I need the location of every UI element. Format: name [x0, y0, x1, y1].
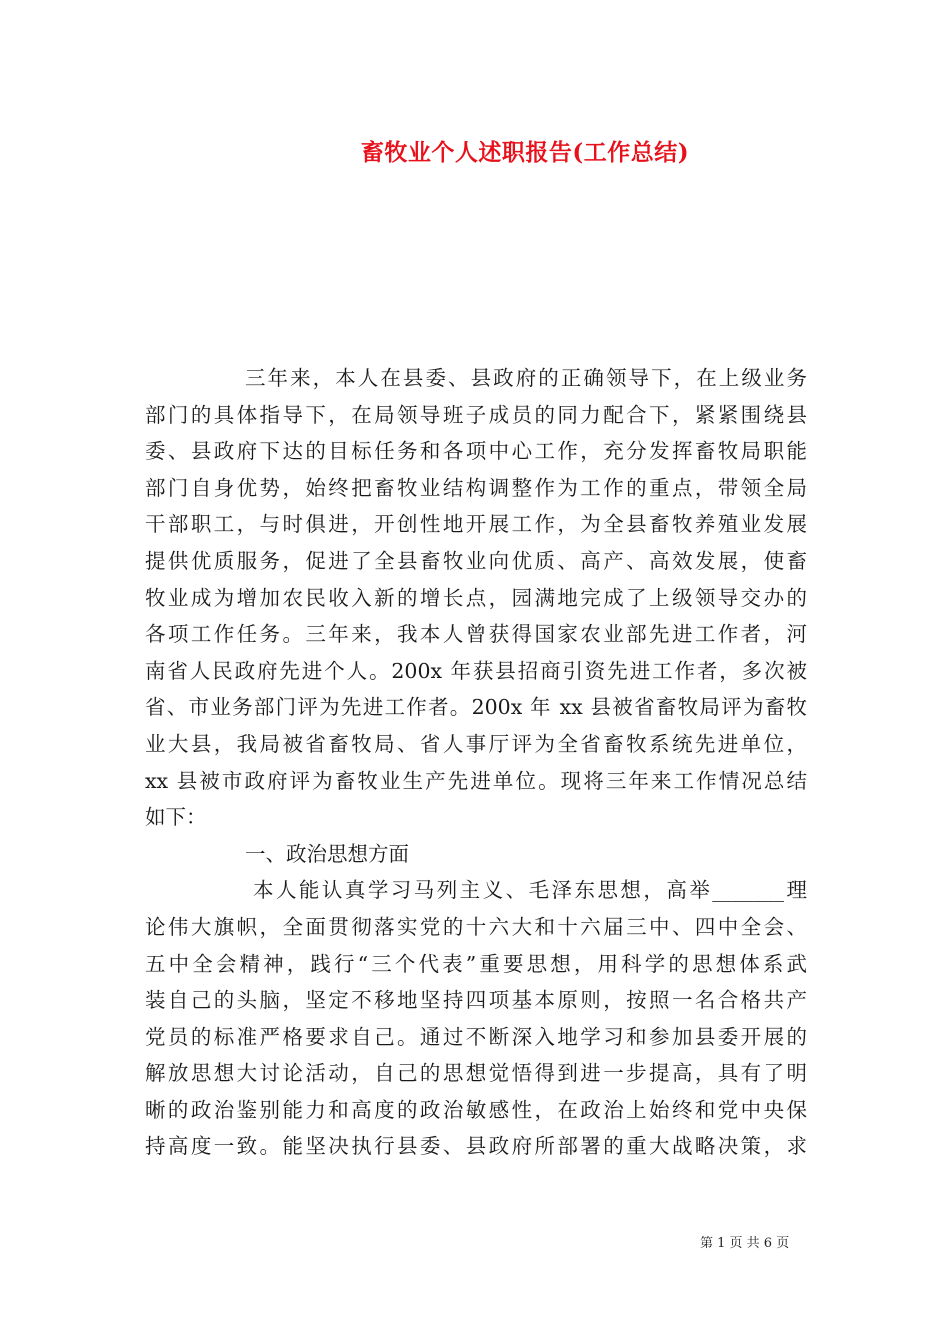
paragraph-line: 论伟大旗帜，全面贯彻落实党的十六大和十六届三中、四中全会、	[145, 914, 807, 939]
section-heading: 一、政治思想方面	[245, 841, 409, 866]
paragraph-line: 党员的标准严格要求自己。通过不断深入地学习和参加县委开展的	[145, 1024, 807, 1049]
paragraph-line: 装自己的头脑，坚定不移地坚持四项基本原则，按照一名合格共产	[145, 988, 807, 1013]
paragraph-line: 南省人民政府先进个人。200x 年获县招商引资先进工作者，多次被	[145, 658, 807, 683]
paragraph-line: 三年来，本人在县委、县政府的正确领导下，在上级业务	[245, 366, 807, 390]
paragraph-line: 持高度一致。能坚决执行县委、县政府所部署的重大战略决策，求	[145, 1134, 807, 1159]
paragraph-line: 提供优质服务，促进了全县畜牧业向优质、高产、高效发展，使畜	[145, 548, 807, 573]
paragraph-line: 如下：	[145, 805, 207, 830]
paragraph-line: 部门自身优势，始终把畜牧业结构调整作为工作的重点，带领全局	[145, 475, 807, 500]
paragraph-line: 晰的政治鉴别能力和高度的政治敏感性，在政治上始终和党中央保	[145, 1097, 807, 1122]
paragraph-line: 牧业成为增加农民收入新的增长点，园满地完成了上级领导交办的	[145, 585, 807, 610]
paragraph-line: 解放思想大讨论活动，自己的思想觉悟得到进一步提高，具有了明	[145, 1061, 807, 1086]
paragraph-line: 委、县政府下达的目标任务和各项中心工作，充分发挥畜牧局职能	[145, 439, 807, 464]
paragraph-line: 本人能认真学习马列主义、毛泽东思想，高举_______理	[253, 878, 807, 903]
paragraph-line: 部门的具体指导下，在局领导班子成员的同力配合下，紧紧围绕县	[145, 402, 807, 427]
paragraph-line: 业大县，我局被省畜牧局、省人事厅评为全省畜牧系统先进单位，	[145, 731, 807, 756]
paragraph-line: xx 县被市政府评为畜牧业生产先进单位。现将三年来工作情况总结	[145, 768, 807, 793]
paragraph-line: 干部职工，与时俱进，开创性地开展工作，为全县畜牧养殖业发展	[145, 512, 807, 537]
paragraph-line: 省、市业务部门评为先进工作者。200x 年 xx 县被省畜牧局评为畜牧	[145, 695, 807, 720]
document-title: 畜牧业个人述职报告(工作总结)	[360, 139, 690, 166]
paragraph-line: 各项工作任务。三年来，我本人曾获得国家农业部先进工作者，河	[145, 622, 807, 647]
page-number: 第 1 页 共 6 页	[700, 1236, 790, 1251]
document-body	[145, 360, 807, 1165]
paragraph-line: 五中全会精神，践行“三个代表”重要思想，用科学的思想体系武	[145, 951, 807, 976]
